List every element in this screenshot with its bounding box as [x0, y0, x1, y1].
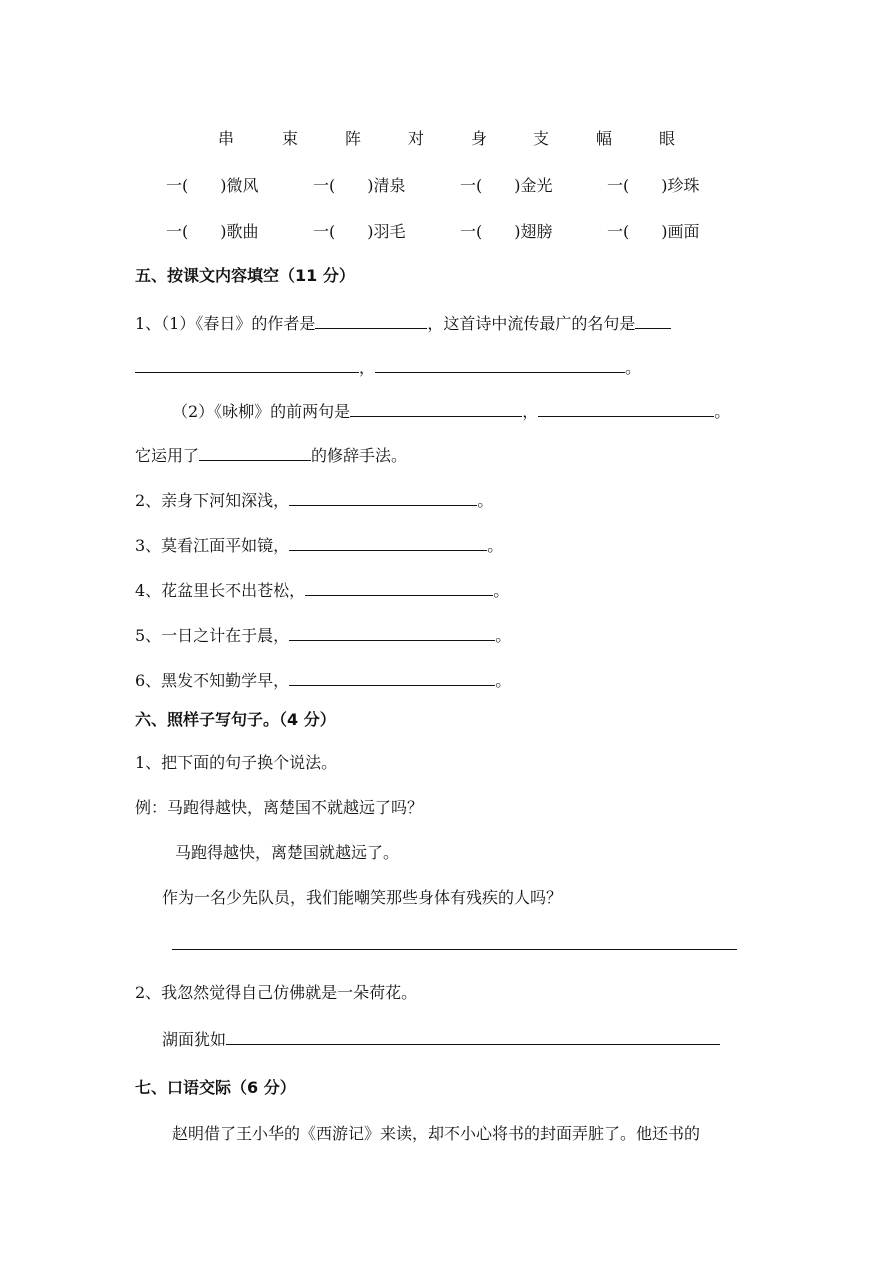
question-text: 湖面犹如 — [162, 1030, 227, 1049]
question-5-4 — [135, 578, 509, 600]
measure-word-item[interactable]: 一( )清泉 — [313, 176, 406, 195]
section-7-text: 赵明借了王小华的《西游记》来读，却不小心将书的封面弄脏了。他还书的 — [172, 1124, 701, 1143]
question-text: 3、莫看江面平如镜， — [135, 536, 290, 555]
measure-word-item[interactable]: 一( )翅膀 — [460, 222, 553, 241]
question-5-5 — [135, 623, 511, 645]
answer-blank[interactable] — [289, 623, 495, 641]
answer-blank[interactable] — [289, 488, 477, 506]
example-answer: 马跑得越快，离楚国就越远了。 — [175, 843, 400, 862]
section-6-title: 六、照样子写句子。（4 分） — [135, 710, 336, 729]
word-bank-item: 串 — [218, 129, 235, 148]
answer-blank[interactable] — [289, 533, 487, 551]
question-6-2-prompt — [162, 1027, 720, 1049]
measure-word-item[interactable]: 一( )羽毛 — [313, 222, 406, 241]
word-bank-row — [0, 128, 893, 150]
answer-blank[interactable] — [350, 399, 522, 417]
question-text: 4、花盆里长不出苍松， — [135, 581, 306, 600]
question-text: 1、（1）《春日》的作者是 — [135, 314, 316, 333]
punctuation: 。 — [714, 402, 731, 421]
question-text: 5、一日之计在于晨， — [135, 626, 290, 645]
example-sentence: 例：马跑得越快，离楚国不就越远了吗？ — [135, 798, 424, 817]
answer-blank[interactable] — [635, 311, 671, 329]
question-text: 2、亲身下河知深浅， — [135, 491, 290, 510]
question-5-1a — [135, 311, 671, 333]
word-bank-item: 眼 — [659, 129, 676, 148]
punctuation: 。 — [495, 671, 512, 690]
punctuation: 。 — [495, 626, 512, 645]
answer-blank[interactable] — [135, 355, 359, 373]
word-bank-item: 支 — [533, 129, 550, 148]
measure-word-row — [0, 175, 893, 197]
question-text: 的修辞手法。 — [311, 446, 408, 465]
punctuation: 。 — [493, 581, 510, 600]
punctuation: ， — [522, 402, 539, 421]
answer-blank[interactable] — [226, 1027, 720, 1045]
word-bank-item: 身 — [471, 129, 488, 148]
measure-word-item[interactable]: 一( )微风 — [166, 176, 259, 195]
word-bank-item: 阵 — [345, 129, 362, 148]
question-text: （2）《咏柳》的前两句是 — [172, 402, 351, 421]
section-5-title: 五、按课文内容填空（11 分） — [135, 266, 355, 285]
question-text: 它运用了 — [135, 446, 200, 465]
word-bank-item: 对 — [408, 129, 425, 148]
answer-line[interactable] — [172, 949, 737, 950]
question-6-2: 2、我忽然觉得自己仿佛就是一朵荷花。 — [135, 983, 418, 1002]
measure-word-item[interactable]: 一( )画面 — [607, 222, 700, 241]
section-7-title: 七、口语交际（6 分） — [135, 1078, 296, 1097]
rewrite-prompt: 作为一名少先队员，我们能嘲笑那些身体有残疾的人吗？ — [162, 888, 563, 907]
answer-blank[interactable] — [289, 668, 495, 686]
punctuation: ， — [359, 358, 376, 377]
answer-blank[interactable] — [199, 443, 311, 461]
punctuation: 。 — [477, 491, 494, 510]
punctuation: 。 — [625, 358, 642, 377]
measure-word-item[interactable]: 一( )珍珠 — [607, 176, 700, 195]
question-5-2 — [135, 488, 493, 510]
word-bank-item: 幅 — [596, 129, 613, 148]
question-5-3 — [135, 533, 503, 555]
measure-word-row — [0, 221, 893, 243]
punctuation: 。 — [487, 536, 504, 555]
answer-blank[interactable] — [315, 311, 427, 329]
word-bank-item: 束 — [282, 129, 299, 148]
question-text: ，这首诗中流传最广的名句是 — [427, 314, 636, 333]
question-5-1b — [172, 399, 730, 421]
question-6-1: 1、把下面的句子换个说法。 — [135, 753, 338, 772]
question-5-1c — [135, 443, 407, 465]
question-5-1a-cont — [135, 355, 641, 377]
question-text: 6、黑发不知勤学早， — [135, 671, 290, 690]
question-5-6 — [135, 668, 511, 690]
answer-blank[interactable] — [538, 399, 714, 417]
answer-blank[interactable] — [375, 355, 625, 373]
answer-blank[interactable] — [305, 578, 493, 596]
measure-word-item[interactable]: 一( )歌曲 — [166, 222, 259, 241]
measure-word-item[interactable]: 一( )金光 — [460, 176, 553, 195]
